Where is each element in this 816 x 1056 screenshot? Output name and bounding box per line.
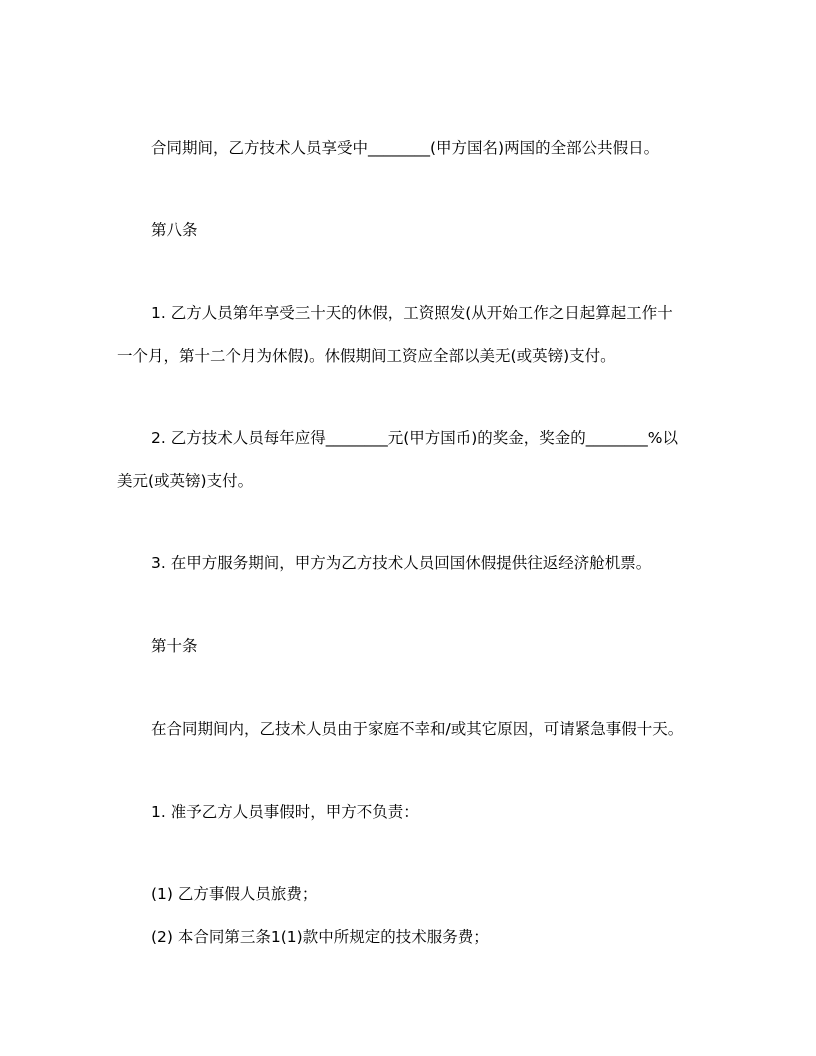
clause-1-vacation-line-1: 1. 乙方人员第年享受三十天的休假，工资照发(从开始工作之日起算起工作十 [151, 304, 673, 322]
clause-1-vacation-line-2: 一个月，第十二个月为休假)。休假期间工资应全部以美无(或英镑)支付。 [117, 347, 616, 365]
clause-3-air-tickets: 3. 在甲方服务期间，甲方为乙方技术人员回国休假提供往返经济舱机票。 [151, 554, 652, 572]
clause-2-bonus-line-1: 2. 乙方技术人员每年应得________元(甲方国币)的奖金，奖金的________%以 [151, 429, 679, 447]
clause-1-leave-responsibility: 1. 准予乙方人员事假时，甲方不负责： [151, 803, 419, 821]
paragraph-public-holidays: 合同期间，乙方技术人员享受中________(甲方国名)两国的全部公共假日。 [151, 139, 660, 157]
article-heading-10: 第十条 [151, 637, 198, 655]
clause-2-bonus-line-2: 美元(或英镑)支付。 [117, 472, 254, 490]
sub-item-2-service-fees: (2) 本合同第三条1(1)款中所规定的技术服务费； [151, 928, 489, 946]
sub-item-1-travel-expenses: (1) 乙方事假人员旅费； [151, 885, 318, 903]
article-heading-8: 第八条 [151, 221, 198, 239]
paragraph-emergency-leave: 在合同期间内，乙技术人员由于家庭不幸和/或其它原因，可请紧急事假十天。 [151, 720, 684, 738]
